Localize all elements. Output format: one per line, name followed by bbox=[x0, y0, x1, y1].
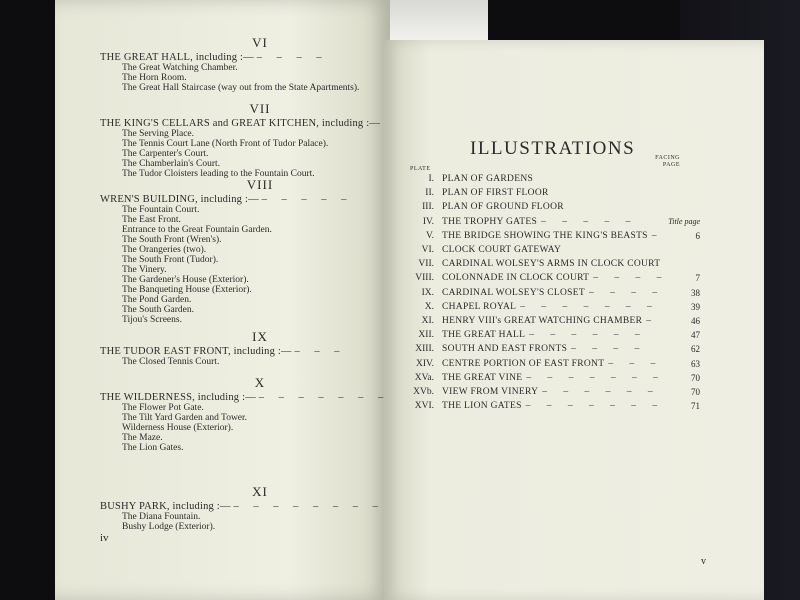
facing-page-number: 70 bbox=[691, 387, 700, 397]
illustration-title: PLAN OF GROUND FLOOR bbox=[442, 202, 564, 213]
section-numeral: VII bbox=[249, 101, 271, 116]
illustration-title: CENTRE PORTION OF EAST FRONT bbox=[442, 358, 605, 369]
illustration-title: CHAPEL ROYAL bbox=[442, 301, 517, 312]
plate-number: XI. bbox=[421, 316, 434, 326]
plate-number: XIII. bbox=[415, 344, 434, 355]
leader-dashes: – – – – – – bbox=[542, 387, 660, 397]
section-item: The Carpenter's Court. bbox=[122, 149, 209, 159]
leader-dashes: – – – – – – – bbox=[525, 401, 665, 412]
illustration-title: PLAN OF GARDENS bbox=[442, 174, 534, 184]
facing-page-number: 71 bbox=[691, 401, 700, 412]
leader-dashes: – – – – bbox=[588, 287, 665, 298]
plate-number: XIV. bbox=[415, 358, 434, 369]
illustration-title: THE TROPHY GATES bbox=[442, 216, 538, 227]
facing-page-number: 70 bbox=[691, 372, 700, 383]
contents-section bbox=[100, 35, 420, 93]
illustration-title: THE BRIDGE SHOWING THE KING'S BEASTS bbox=[442, 230, 648, 241]
plate-number: II. bbox=[425, 188, 434, 199]
illustration-row bbox=[400, 188, 700, 200]
illustration-title: CARDINAL WOLSEY'S CLOSET bbox=[442, 287, 585, 298]
left-page-number: iv bbox=[100, 532, 109, 544]
section-item: The Tilt Yard Garden and Tower. bbox=[122, 413, 248, 423]
plate-number: V. bbox=[425, 230, 434, 241]
illustration-row bbox=[400, 288, 700, 300]
facing-page-number: 7 bbox=[695, 273, 700, 284]
illustration-row bbox=[400, 344, 700, 356]
illustration-row bbox=[400, 401, 700, 413]
facing-page-number: 46 bbox=[691, 316, 700, 326]
illustration-title: PLAN OF FIRST FLOOR bbox=[442, 188, 549, 199]
section-title: WREN'S BUILDING, including :— – – – – – bbox=[100, 193, 353, 205]
leader-dashes: – – – – bbox=[593, 273, 669, 284]
illustration-title: CARDINAL WOLSEY'S ARMS IN CLOCK COURT bbox=[442, 259, 661, 270]
plate-number: X. bbox=[424, 301, 434, 312]
page-label: PAGE bbox=[662, 162, 680, 168]
section-title: BUSHY PARK, including :— – – – – – – – – bbox=[100, 500, 384, 512]
plate-number: VII. bbox=[418, 259, 434, 270]
section-item: The Lion Gates. bbox=[122, 443, 184, 453]
section-item: The Closed Tennis Court. bbox=[122, 357, 220, 367]
leader-dashes: – – – – – bbox=[541, 216, 638, 227]
illustration-title: THE GREAT VINE bbox=[442, 372, 523, 383]
plate-number: XVb. bbox=[413, 387, 434, 397]
illustration-title: VIEW FROM VINERY bbox=[442, 387, 539, 397]
illustration-title: HENRY VIII's GREAT WATCHING CHAMBER bbox=[442, 316, 643, 326]
section-item: The South Garden. bbox=[122, 305, 195, 315]
section-title: THE KING'S CELLARS and GREAT KITCHEN, including :— bbox=[100, 117, 381, 129]
plate-number: VI. bbox=[421, 245, 434, 255]
illustration-title: THE LION GATES bbox=[442, 401, 522, 412]
leader-dashes: – bbox=[646, 316, 659, 326]
section-item: The South Front (Tudor). bbox=[122, 255, 219, 265]
illustration-row bbox=[400, 387, 700, 399]
section-item: The Gardener's House (Exterior). bbox=[122, 275, 249, 285]
facing-label: FACING bbox=[655, 155, 680, 161]
section-numeral: X bbox=[254, 375, 266, 390]
illustration-row bbox=[400, 316, 700, 328]
section-item: Wilderness House (Exterior). bbox=[122, 423, 234, 433]
leader-dashes: – – – bbox=[294, 345, 346, 357]
leader-dashes: – – – – – – – bbox=[520, 301, 659, 312]
section-item: Tijou's Screens. bbox=[122, 315, 182, 325]
section-item: Entrance to the Great Fountain Garden. bbox=[122, 225, 272, 235]
leader-dashes: – – – – – – – bbox=[258, 391, 390, 403]
plate-number: I. bbox=[428, 174, 434, 184]
section-item: The Horn Room. bbox=[122, 73, 187, 83]
section-item: The Diana Fountain. bbox=[122, 512, 201, 522]
section-item: Bushy Lodge (Exterior). bbox=[122, 522, 216, 532]
plate-header: PLATE bbox=[410, 166, 431, 172]
facing-page-number: Title page bbox=[668, 216, 700, 226]
leader-dashes: – – – – – bbox=[261, 193, 353, 205]
facing-page-number: 47 bbox=[691, 330, 700, 341]
contents-section bbox=[100, 177, 420, 325]
leader-dashes: – – – – bbox=[571, 344, 647, 355]
section-item: The Fountain Court. bbox=[122, 205, 200, 215]
illustration-row bbox=[400, 373, 700, 385]
illustration-row bbox=[400, 245, 700, 257]
illustration-title: CLOCK COURT GATEWAY bbox=[442, 245, 562, 255]
plate-number: XVI. bbox=[414, 401, 434, 412]
facing-page-number: 6 bbox=[695, 230, 700, 241]
section-item: The Pond Garden. bbox=[122, 295, 192, 305]
illustration-row bbox=[400, 217, 700, 229]
section-item: The Great Hall Staircase (way out from the State Apartments). bbox=[122, 83, 360, 93]
illustration-row bbox=[400, 174, 700, 186]
section-item: The Banqueting House (Exterior). bbox=[122, 285, 252, 295]
section-item: The Vinery. bbox=[122, 265, 167, 275]
plate-number: III. bbox=[422, 202, 434, 213]
illustration-row bbox=[400, 273, 700, 285]
facing-page-number: 62 bbox=[691, 344, 700, 355]
leader-dashes: – – – – – – – – bbox=[233, 500, 384, 512]
plate-number: IV. bbox=[422, 216, 434, 227]
illustration-row bbox=[400, 359, 700, 371]
illustration-row bbox=[400, 202, 700, 214]
facing-page-number: 63 bbox=[691, 358, 700, 369]
section-title: THE TUDOR EAST FRONT, including :— – – – bbox=[100, 345, 346, 357]
illustration-title: THE GREAT HALL bbox=[442, 330, 526, 341]
illustration-row bbox=[400, 259, 700, 271]
facing-page-number: 38 bbox=[691, 287, 700, 298]
plate-number: XII. bbox=[418, 330, 434, 341]
right-page-number: v bbox=[701, 556, 706, 567]
section-item: The Orangeries (two). bbox=[122, 245, 207, 255]
section-item: The Flower Pot Gate. bbox=[122, 403, 204, 413]
section-item: The Tennis Court Lane (North Front of Tudor Palace). bbox=[122, 139, 329, 149]
section-item: The Tudor Cloisters leading to the Fountain Court. bbox=[122, 169, 315, 179]
contents-section bbox=[100, 101, 420, 179]
illustrations-title: ILLUSTRATIONS bbox=[470, 138, 636, 159]
illustration-title: COLONNADE IN CLOCK COURT bbox=[442, 273, 590, 284]
leader-dashes: – – – – – – – bbox=[526, 372, 665, 383]
section-item: The Chamberlain's Court. bbox=[122, 159, 221, 169]
section-item: The Maze. bbox=[122, 433, 163, 443]
illustration-title: SOUTH AND EAST FRONTS bbox=[442, 344, 568, 355]
section-item: The Great Watching Chamber. bbox=[122, 63, 238, 73]
contents-section bbox=[100, 329, 420, 367]
contents-section bbox=[100, 375, 420, 453]
leader-dashes: – – – – bbox=[256, 51, 328, 63]
leader-dashes: – – – – – – bbox=[529, 330, 647, 341]
section-item: The East Front. bbox=[122, 215, 181, 225]
section-item: The Serving Place. bbox=[122, 129, 195, 139]
section-title: THE WILDERNESS, including :— – – – – – – – bbox=[100, 391, 390, 403]
illustration-row bbox=[400, 231, 700, 243]
section-title: THE GREAT HALL, including :— – – – – bbox=[100, 51, 328, 63]
section-numeral: XI bbox=[252, 484, 268, 499]
contents-section bbox=[100, 484, 420, 532]
section-numeral: VIII bbox=[246, 177, 274, 192]
section-item: The South Front (Wren's). bbox=[122, 235, 222, 245]
section-numeral: VI bbox=[252, 35, 268, 50]
leader-dashes: – – – bbox=[608, 358, 663, 369]
paper-bookmark-tab bbox=[378, 0, 488, 43]
plate-number: IX. bbox=[421, 287, 434, 298]
leader-dashes: – bbox=[651, 230, 664, 241]
illustration-row bbox=[400, 302, 700, 314]
facing-page-number: 39 bbox=[691, 301, 700, 312]
illustration-row bbox=[400, 330, 700, 342]
plate-number: XVa. bbox=[414, 372, 434, 383]
section-numeral: IX bbox=[252, 329, 268, 344]
plate-number: VIII. bbox=[415, 273, 434, 284]
facing-page-header bbox=[640, 155, 680, 169]
